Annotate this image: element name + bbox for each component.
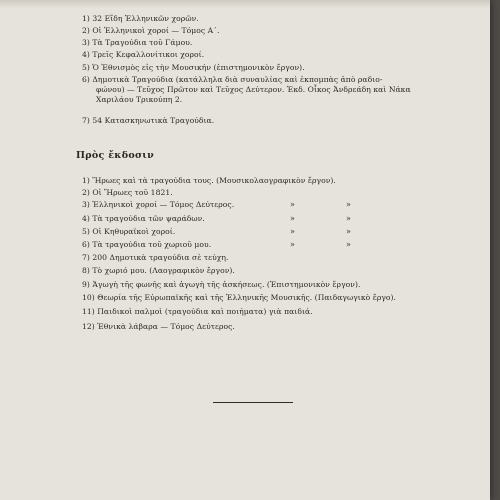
list-item: 3) Ἑλληνικοὶ χοροί — Τόμος Δεύτερος.: [82, 200, 235, 209]
list-item: 8) Τὸ χωριό μου. (Λαογραφικὸν ἔργον).: [82, 266, 235, 275]
list-item: 6) Δημοτικὰ Τραγούδια (κατάλληλα διὰ συναυλίας καὶ ἐκπομπὰς ἀπὸ ραδιο- φώνου) — Τεῦχος Πρῶτον καὶ Τεῦχος Δεύτερον. Ἐκδ. Οἶκος Ἀνδρεάδη καὶ Νάκα Χαριλάου Τρικούπη 2.: [82, 75, 482, 105]
page-top-shadow: [0, 0, 490, 8]
list-item: 3) Τὰ Τραγούδια τοῦ Γάμου.: [82, 38, 193, 47]
list-item: 12) Ἐθνικὰ λάβαρα — Τόμος Δεύτερος.: [82, 322, 235, 331]
list-item: 1) 32 Εἴδη Ἑλληνικῶν χορῶν.: [82, 14, 199, 23]
ditto-mark: »: [346, 200, 351, 209]
list-item: 2) Οἱ Ἑλληνικοὶ χοροί — Τόμος Α΄.: [82, 26, 220, 35]
ditto-mark: »: [290, 240, 295, 249]
list-item: 7) 54 Κατασκηνωτικὰ Τραγούδια.: [82, 116, 215, 125]
ditto-mark: »: [290, 200, 295, 209]
ditto-mark: »: [346, 214, 351, 223]
list-item: 4) Τὰ τραγούδια τῶν ψαράδων.: [82, 214, 205, 223]
ditto-mark: »: [346, 227, 351, 236]
list-item: 7) 200 Δημοτικὰ τραγούδια σὲ τεύχη.: [82, 253, 229, 262]
list-item: 9) Ἀγωγὴ τῆς φωνῆς καὶ ἀγωγὴ τῆς ἀσκήσεως. (Ἐπιστημονικὸν ἔργον).: [82, 280, 361, 289]
ditto-mark: »: [290, 227, 295, 236]
list-item: 6) Τὰ τραγούδια τοῦ χωριοῦ μου.: [82, 240, 212, 249]
list-item: 10) Θεωρία τῆς Εὐρωπαϊκῆς καὶ τῆς Ἑλληνικῆς Μουσικῆς. (Παιδαγωγικὸ ἔργο).: [82, 293, 397, 302]
list-item: 2) Οἱ Ἥρωες τοῦ 1821.: [82, 188, 173, 197]
ditto-mark: »: [346, 240, 351, 249]
list-item: 5) Οἱ Κηθυραϊκοὶ χοροί.: [82, 227, 176, 236]
list-item: 11) Παιδικοὶ παλμοὶ (τραγούδια καὶ ποιήματα) γιὰ παιδιά.: [82, 307, 313, 316]
forthcoming-heading: Πρὸς ἔκδοσιν: [76, 150, 155, 161]
list-item: 5) Ὁ Ἐθνισμὸς εἰς τὴν Μουσικήν (ἐπιστημονικὸν ἔργον).: [82, 63, 305, 72]
list-item: 4) Τρεῖς Κεφαλλονίτικοι χοροί.: [82, 50, 205, 59]
list-item: 1) Ἥρωες καὶ τὰ τραγούδια τους. (Μουσικολαογραφικὸν ἔργον).: [82, 176, 336, 185]
closing-rule: [213, 402, 293, 403]
list-item-continuation: φώνου) — Τεῦχος Πρῶτον καὶ Τεῦχος Δεύτερον. Ἐκδ. Οἶκος Ἀνδρεάδη καὶ Νάκα Χαριλάου Τρικούπη 2.: [96, 85, 411, 104]
ditto-mark: »: [290, 214, 295, 223]
